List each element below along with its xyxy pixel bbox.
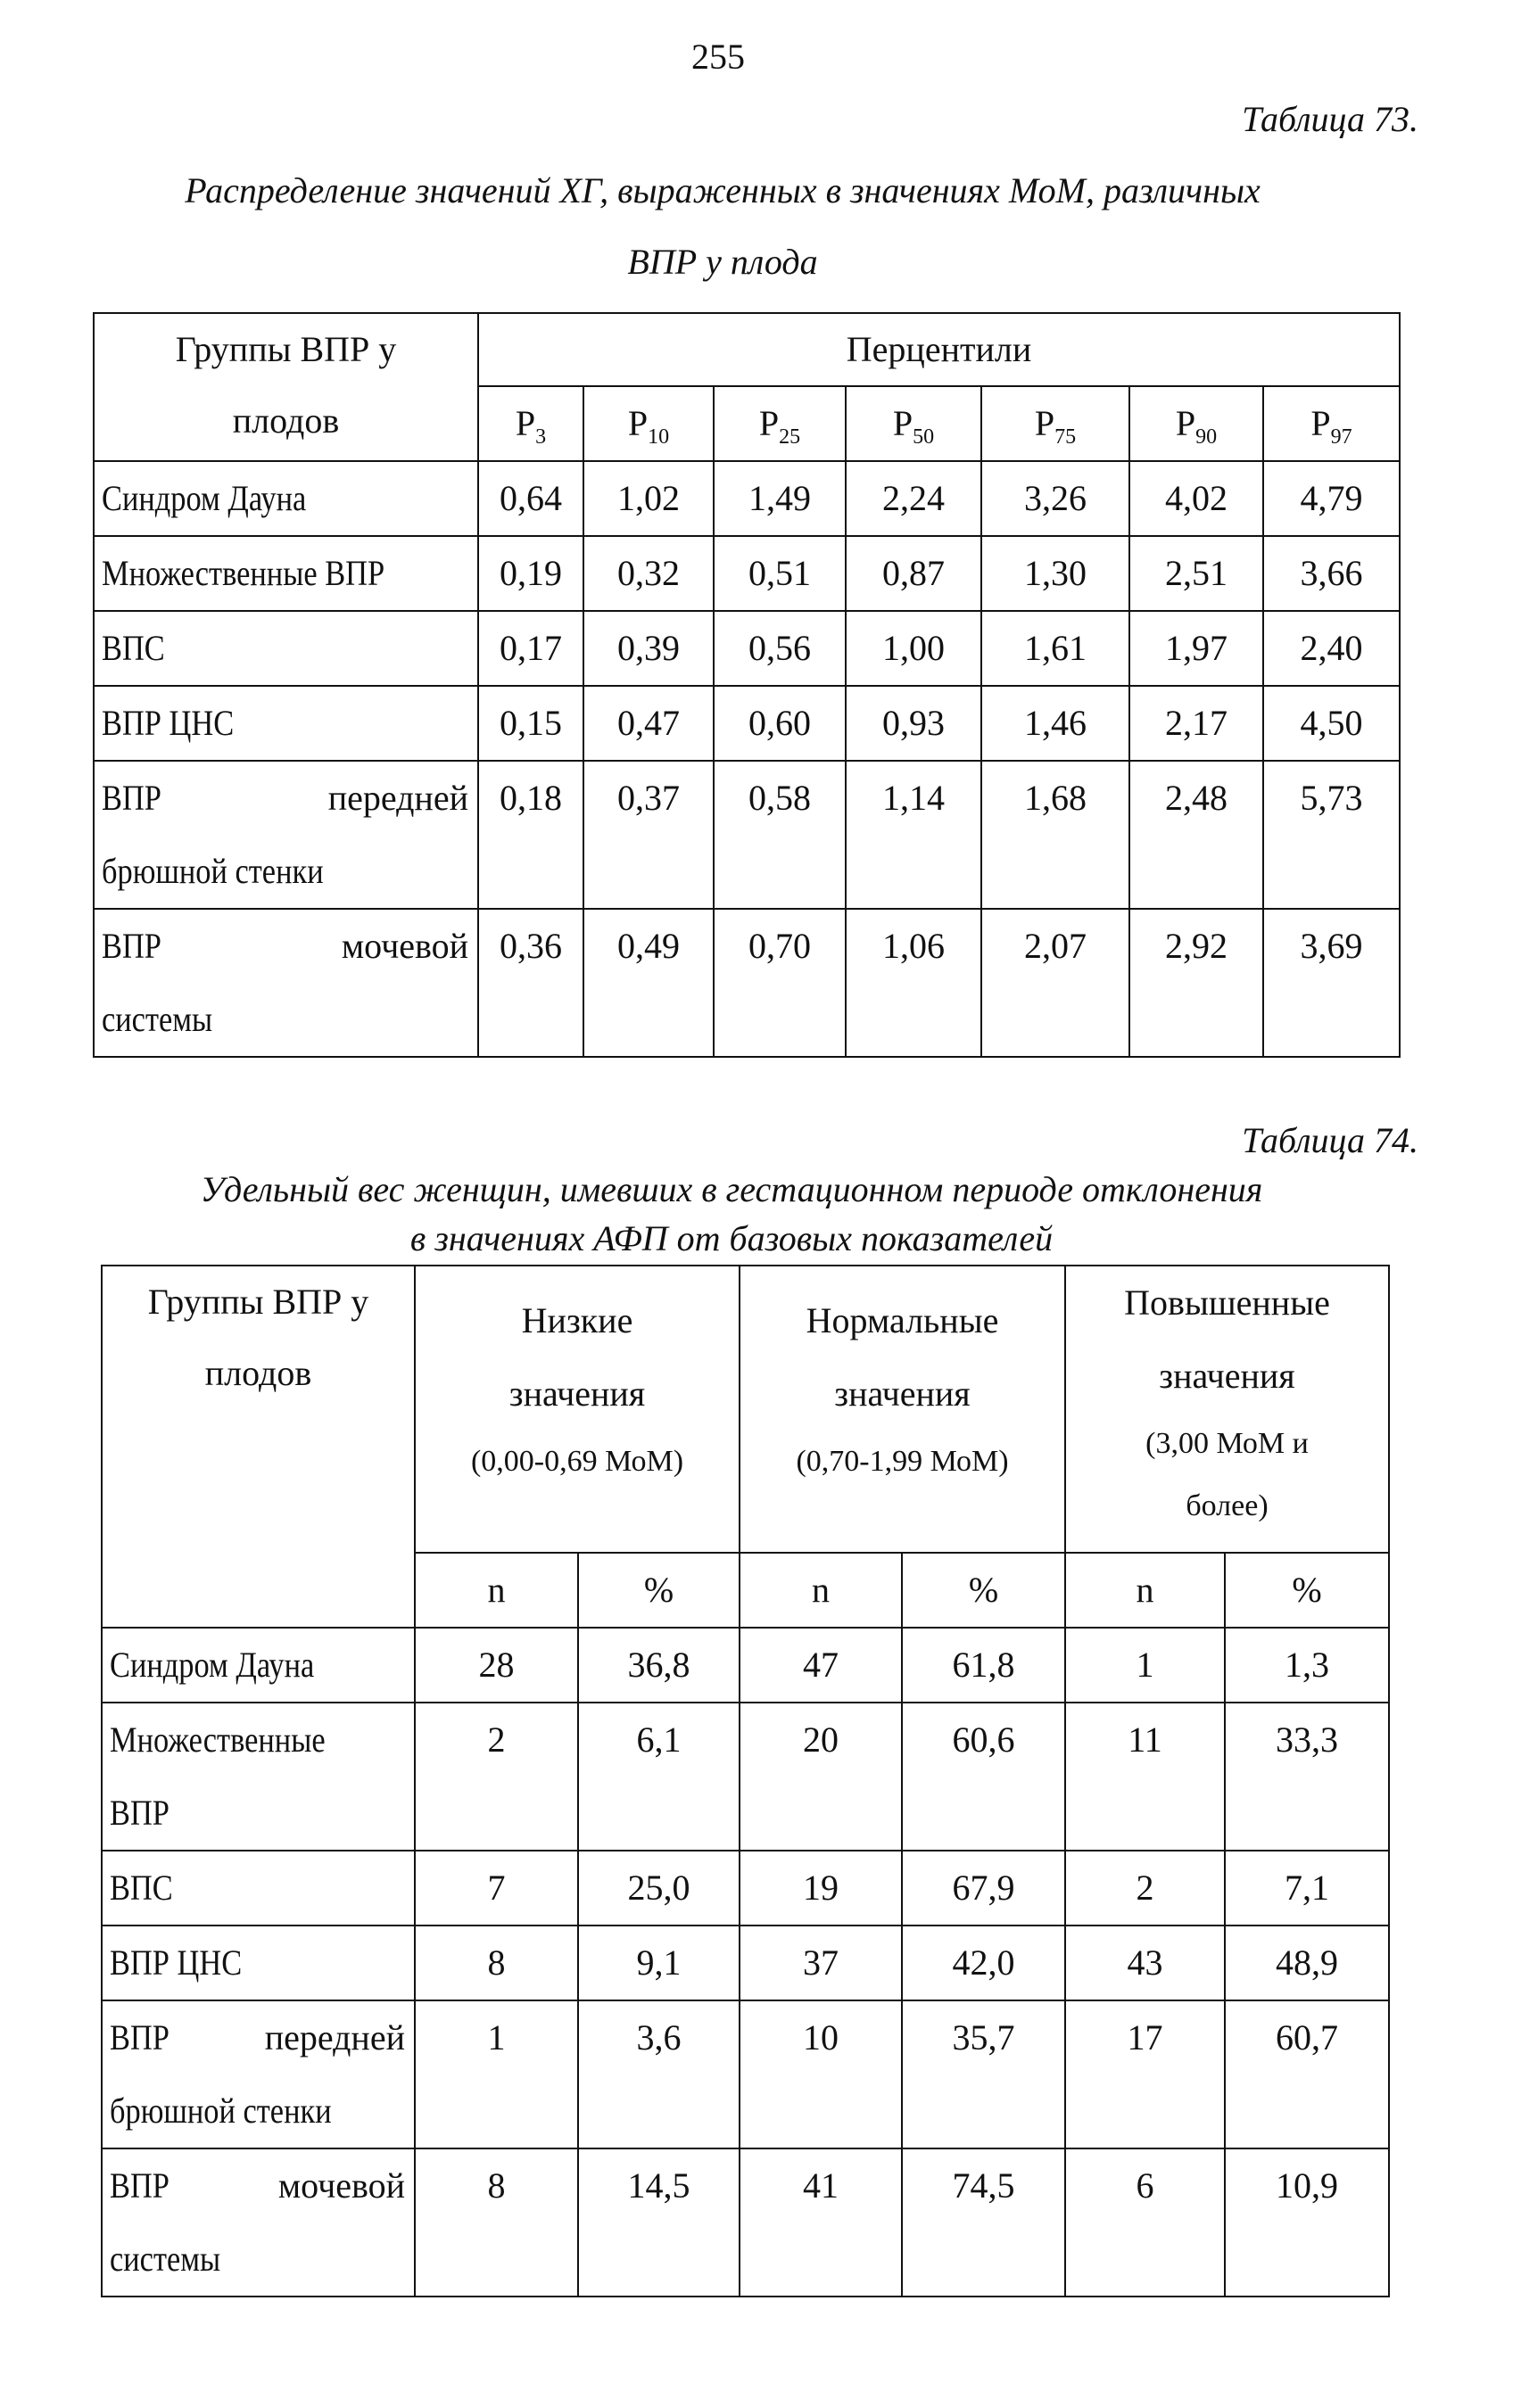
table-row (102, 2148, 1389, 2297)
table-cell: 3,6 (578, 2000, 740, 2148)
table-row (94, 611, 1400, 686)
table74 (101, 1265, 1390, 2297)
row-group-text: ВПС (110, 1868, 173, 1908)
table-cell: 25,0 (578, 1851, 740, 1926)
table-cell: 5,73 (1263, 761, 1400, 909)
table-cell: 42,0 (902, 1926, 1065, 2000)
table73-group-header-line2: плодов (232, 400, 340, 441)
table-cell: 1,30 (981, 536, 1129, 611)
table-cell: 48,9 (1225, 1926, 1389, 2000)
percent-header: % (1225, 1553, 1389, 1628)
table-cell: 4,50 (1263, 686, 1400, 761)
table-cell: 0,51 (714, 536, 846, 611)
percentile-p10: $P_{10}$ (583, 386, 714, 461)
table-cell: 74,5 (902, 2148, 1065, 2297)
table-cell: 36,8 (578, 1628, 740, 1703)
table-cell: 1,49 (714, 461, 846, 536)
table-row (94, 461, 1400, 536)
percentile-p3-sub: 3 (535, 425, 547, 449)
percentile-p3: $P_3$ (478, 386, 583, 461)
table73-percentiles-header: Перцентили (478, 313, 1400, 386)
table74-label: Таблица 74. (1242, 1120, 1418, 1160)
table-cell: 1,61 (981, 611, 1129, 686)
table-cell: 61,8 (902, 1628, 1065, 1703)
high-values-header (1065, 1266, 1389, 1553)
percent-header: % (902, 1553, 1065, 1628)
table-cell: 1,14 (846, 761, 981, 909)
row-group-text: ВПР (110, 2017, 169, 2058)
row-group-text: мочевой (277, 2165, 405, 2206)
table-cell: 1,06 (846, 909, 981, 1057)
table-cell: 9,1 (578, 1926, 740, 2000)
high-header-line: значения (1159, 1356, 1295, 1396)
row-group-text: Синдром Дауна (102, 478, 307, 518)
table-cell: 3,26 (981, 461, 1129, 536)
row-group-first-line (110, 1703, 414, 1777)
row-group-text: ВПР (110, 1793, 169, 1833)
table-cell: 35,7 (902, 2000, 1065, 2148)
table-cell: 1,68 (981, 761, 1129, 909)
table-cell: 1,97 (1129, 611, 1263, 686)
table-cell: 37 (740, 1926, 902, 2000)
row-group-text: ВПР ЦНС (102, 703, 235, 743)
table-cell: 2 (1065, 1851, 1225, 1926)
percentile-p90: $P_{90}$ (1129, 386, 1263, 461)
table-cell: 1,00 (846, 611, 981, 686)
row-group-label (94, 686, 478, 761)
table73 (93, 312, 1401, 1058)
low-header-line: Низкие (521, 1300, 633, 1340)
table-cell: 0,36 (478, 909, 583, 1057)
table-cell: 0,37 (583, 761, 714, 909)
table-cell: 0,93 (846, 686, 981, 761)
row-group-second-line (102, 983, 477, 1056)
table-cell: 20 (740, 1703, 902, 1851)
n-header: n (1065, 1553, 1225, 1628)
row-group-text: Множественные (110, 1719, 326, 1760)
table-cell: 28 (415, 1628, 578, 1703)
normal-header-range: (0,70-1,99 МоМ) (796, 1445, 1009, 1478)
low-values-header (415, 1266, 740, 1553)
row-group-text: ВПР (110, 2165, 169, 2206)
row-group-text: системы (110, 2239, 221, 2279)
table-cell: 2,92 (1129, 909, 1263, 1057)
row-group-second-line (110, 2222, 414, 2296)
table-cell: 2,40 (1263, 611, 1400, 686)
table-cell: 4,79 (1263, 461, 1400, 536)
table-cell: 2,48 (1129, 761, 1263, 909)
percent-header: % (578, 1553, 740, 1628)
table-cell: 6,1 (578, 1703, 740, 1851)
table-cell: 0,32 (583, 536, 714, 611)
row-group-label (102, 1851, 415, 1926)
row-group-text: Множественные ВПР (102, 553, 385, 593)
row-group-label (94, 909, 478, 1057)
row-group-first-line (102, 762, 477, 835)
table-cell: 47 (740, 1628, 902, 1703)
high-header-line: Повышенные (1124, 1282, 1330, 1323)
row-group-text: передней (264, 2017, 405, 2058)
low-header-line: значения (508, 1373, 646, 1414)
table-row (94, 536, 1400, 611)
table-cell: 2,51 (1129, 536, 1263, 611)
percentile-p50: $P_{50}$ (846, 386, 981, 461)
table-cell: 0,17 (478, 611, 583, 686)
table-cell: 60,6 (902, 1703, 1065, 1851)
table-row (102, 1851, 1389, 1926)
row-group-text: ВПР (102, 926, 161, 966)
percentile-p10-sub: 10 (648, 425, 670, 449)
table-cell: 7,1 (1225, 1851, 1389, 1926)
row-group-second-line (110, 2074, 414, 2148)
table-row (94, 686, 1400, 761)
table74-header-row (102, 1266, 1389, 1553)
table-cell: 60,7 (1225, 2000, 1389, 2148)
percentile-p90-sub: 90 (1195, 425, 1218, 449)
table-cell: 2,24 (846, 461, 981, 536)
row-group-label (94, 536, 478, 611)
table-row (102, 1628, 1389, 1703)
table-cell: 2 (415, 1703, 578, 1851)
table-cell: 0,70 (714, 909, 846, 1057)
row-group-text: системы (102, 999, 213, 1039)
table-cell: 14,5 (578, 2148, 740, 2297)
table-cell: 10,9 (1225, 2148, 1389, 2297)
table-cell: 3,66 (1263, 536, 1400, 611)
table-cell: 67,9 (902, 1851, 1065, 1926)
table74-group-header-line1: Группы ВПР у (147, 1282, 369, 1322)
table73-title-line2: ВПР у плода (627, 242, 818, 282)
normal-values-header (740, 1266, 1065, 1553)
row-group-label (102, 1628, 415, 1703)
table-cell: 0,47 (583, 686, 714, 761)
row-group-text: Синдром Дауна (110, 1645, 315, 1685)
n-header: n (740, 1553, 902, 1628)
row-group-first-line (110, 2001, 414, 2074)
table-cell: 43 (1065, 1926, 1225, 2000)
row-group-text: ВПР (102, 778, 161, 818)
table-row (94, 909, 1400, 1057)
table-cell: 1 (1065, 1628, 1225, 1703)
table-cell: 2,07 (981, 909, 1129, 1057)
low-header-range: (0,00-0,69 МоМ) (470, 1445, 684, 1478)
table-cell: 4,02 (1129, 461, 1263, 536)
row-group-second-line (110, 1777, 414, 1850)
table-cell: 0,60 (714, 686, 846, 761)
percentile-p25: $P_{25}$ (714, 386, 846, 461)
table-cell: 3,69 (1263, 909, 1400, 1057)
row-group-label (102, 1703, 415, 1851)
table73-group-header (94, 313, 478, 461)
table-cell: 2,17 (1129, 686, 1263, 761)
percentile-p97-sub: 97 (1330, 425, 1352, 449)
row-group-text: брюшной стенки (102, 851, 324, 891)
table-row (102, 1926, 1389, 2000)
table74-group-header (102, 1266, 415, 1628)
table-cell: 0,49 (583, 909, 714, 1057)
row-group-second-line (102, 835, 477, 908)
row-group-text: брюшной стенки (110, 2091, 332, 2131)
table-cell: 0,56 (714, 611, 846, 686)
table-row (102, 2000, 1389, 2148)
table-cell: 0,18 (478, 761, 583, 909)
table74-group-header-line2: плодов (204, 1353, 312, 1393)
table-row (102, 1703, 1389, 1851)
table-cell: 41 (740, 2148, 902, 2297)
n-header: n (415, 1553, 578, 1628)
table74-title-line2: в значениях АФП от базовых показателей (409, 1218, 1054, 1258)
row-group-text: ВПР ЦНС (110, 1942, 243, 1983)
table-cell: 17 (1065, 2000, 1225, 2148)
percentile-p75-sub: 75 (1054, 425, 1077, 449)
table-row (94, 761, 1400, 909)
row-group-text: передней (327, 778, 468, 818)
row-group-label (94, 461, 478, 536)
row-group-label (102, 2148, 415, 2297)
table73-header-row (94, 313, 1400, 386)
table73-group-header-line1: Группы ВПР у (175, 329, 397, 369)
high-header-range: (3,00 МоМ и (1145, 1427, 1309, 1460)
row-group-label (94, 761, 478, 909)
row-group-text: мочевой (341, 926, 468, 966)
row-group-text: ВПС (102, 628, 165, 668)
row-group-first-line (110, 2149, 414, 2222)
percentile-p75: $P_{75}$ (981, 386, 1129, 461)
percentile-p97: $P_{97}$ (1263, 386, 1400, 461)
percentile-p25-sub: 25 (779, 425, 801, 449)
table73-title-line1: Распределение значений ХГ, выраженных в значениях МоМ, различных (185, 170, 1261, 210)
table-cell: 10 (740, 2000, 902, 2148)
table74-title-line1: Удельный вес женщин, имевших в гестационном периоде отклонения (200, 1169, 1263, 1209)
table-cell: 1,02 (583, 461, 714, 536)
row-group-label (102, 2000, 415, 2148)
table-cell: 0,15 (478, 686, 583, 761)
percentile-p50-sub: 50 (913, 425, 935, 449)
normal-header-line: Нормальные (806, 1300, 999, 1340)
table-cell: 0,19 (478, 536, 583, 611)
table-cell: 0,87 (846, 536, 981, 611)
table-cell: 8 (415, 1926, 578, 2000)
high-header-range: более) (1186, 1489, 1269, 1522)
table-cell: 0,58 (714, 761, 846, 909)
table-cell: 33,3 (1225, 1703, 1389, 1851)
table-cell: 1,46 (981, 686, 1129, 761)
table-cell: 19 (740, 1851, 902, 1926)
normal-header-line: значения (834, 1373, 971, 1414)
table-cell: 7 (415, 1851, 578, 1926)
row-group-label (94, 611, 478, 686)
table73-label: Таблица 73. (1242, 99, 1418, 139)
table-cell: 1,3 (1225, 1628, 1389, 1703)
row-group-label (102, 1926, 415, 2000)
table-cell: 11 (1065, 1703, 1225, 1851)
table-cell: 1 (415, 2000, 578, 2148)
page-number: 255 (691, 37, 745, 77)
table-cell: 0,64 (478, 461, 583, 536)
row-group-first-line (102, 910, 477, 983)
table-cell: 0,39 (583, 611, 714, 686)
table-cell: 8 (415, 2148, 578, 2297)
table-cell: 6 (1065, 2148, 1225, 2297)
